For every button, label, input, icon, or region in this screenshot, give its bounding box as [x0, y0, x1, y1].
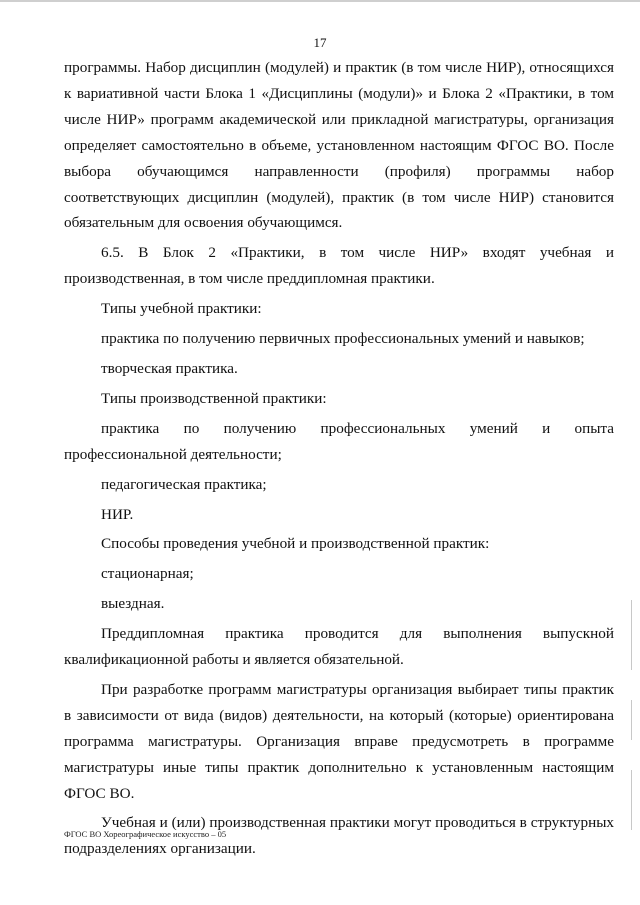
paragraph-practice-methods: Способы проведения учебной и производственной практик: — [101, 535, 490, 553]
list-item-primary-skills-practice: практика по получению первичных профессиональных умений и навыков; — [101, 330, 585, 348]
paragraph-production-practice-types: Типы производственной практики: — [101, 389, 327, 407]
list-item-pedagogical-practice: педагогическая практика; — [101, 475, 267, 493]
paragraph-section-6-5: 6.5. В Блок 2 «Практики, в том числе НИР» входят учебная и производственная, в том числе преддипломная практики. — [64, 244, 614, 288]
scan-edge-mark — [631, 600, 632, 670]
page-number: 17 — [313, 35, 327, 50]
paragraph-practice-selection: При разработке программ магистратуры организация выбирает типы практик в зависимости от вида (видов) деятельности, на который (которые) ориентирована программа магистратуры. Организация вправе предусмотреть в программе магистратуры иные типы практик дополнительно к установленным настоящим ФГОС ВО. — [64, 680, 614, 802]
paragraph-structural-units: Учебная и (или) производственная практики могут проводиться в структурных подразделениях организации. — [64, 814, 614, 858]
list-item-field: выездная. — [101, 595, 165, 613]
list-item-stationary: стационарная; — [101, 565, 194, 583]
top-border-line — [0, 0, 640, 2]
list-item-creative-practice: творческая практика. — [101, 359, 238, 377]
scan-edge-mark — [631, 700, 632, 740]
paragraph-continuation: программы. Набор дисциплин (модулей) и практик (в том числе НИР), относящихся к вариативной части Блока 1 «Дисциплины (модули)» и Блока 2 «Практики, в том числе НИР» программ академической или прикладной магистратуры, организация определяет самостоятельно в объеме, установленном настоящим ФГОС ВО. После выбора обучающимся направленности (профиля) программы набор соответствующих дисциплин (модулей), практик (в том числе НИР) становится обязательным для освоения обучающимся. — [64, 59, 614, 232]
paragraph-study-practice-types: Типы учебной практики: — [101, 300, 262, 318]
list-item-research-work: НИР. — [101, 505, 134, 523]
paragraph-pre-diploma-practice: Преддипломная практика проводится для выполнения выпускной квалификационной работы и является обязательной. — [64, 625, 614, 669]
document-body — [64, 55, 614, 862]
scan-edge-mark — [631, 770, 632, 830]
document-footer: ФГОС ВО Хореографическое искусство – 05 — [64, 829, 227, 839]
list-item-professional-experience-practice: практика по получению профессиональных умений и опыта профессиональной деятельности; — [64, 419, 614, 463]
